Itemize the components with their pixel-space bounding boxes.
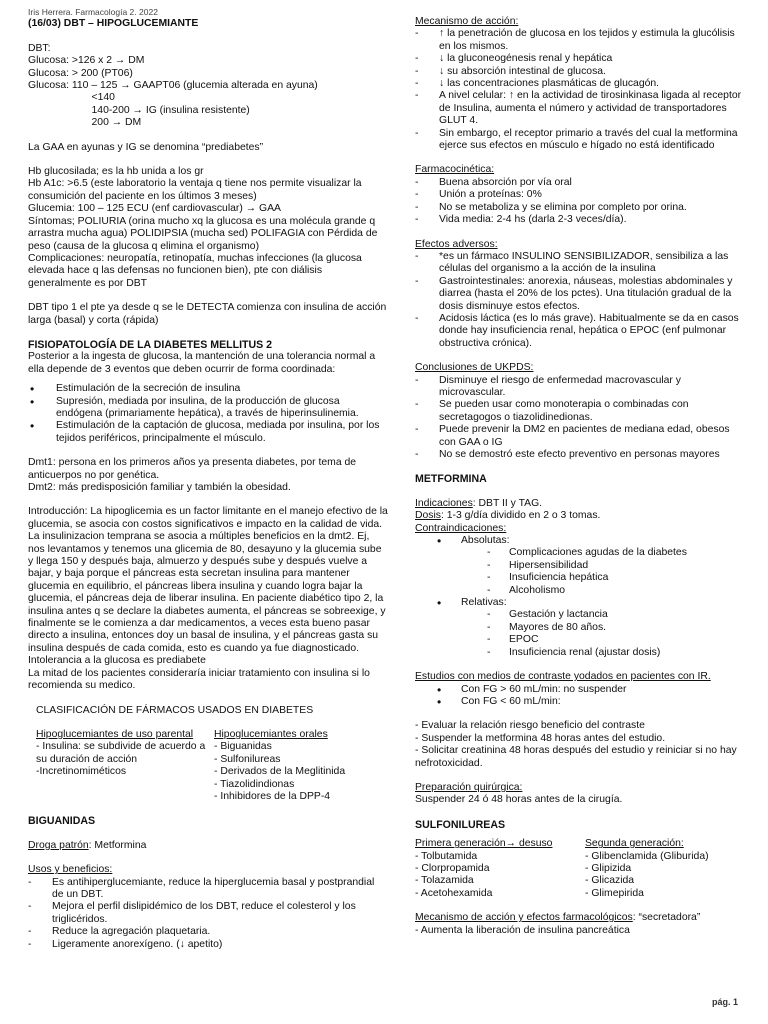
list-item: • Supresión, mediada por insulina, de la producción de glucosa endógena (primariamente hepática), a través de hiperinsulinemia. — [28, 396, 388, 421]
list-item: - Glibenclamida (Gliburida) — [585, 850, 709, 862]
list-item: • Con FG > 60 mL/min: no suspender — [415, 684, 745, 696]
usos-heading: Usos y beneficios: — [28, 864, 113, 876]
list-item: - Acidosis láctica (es lo más grave). Habitualmente se da en casos donde hay insuficiencia renal, hepática o EPOC (enf pulmonar obstructiva crónica). — [415, 313, 745, 350]
list-item: - Inhibidores de la DPP-4 — [214, 790, 331, 802]
preparacion-heading: Preparación quirúrgica: — [415, 781, 523, 793]
mecanismo-sulf-label: Mecanismo de acción y efectos farmacológicos — [415, 912, 633, 924]
farmacocinetica-list — [415, 177, 745, 227]
list-item: - Ligeramente anorexígeno. (↓ apetito) — [28, 939, 388, 951]
oral-heading: Hipoglucemiantes orales — [214, 728, 328, 740]
paragraph: La insulinizacion temprana se asocia a múltiples beneficios en la dmt2. Ej, nos levantamos y tenemos una glicemia de 80, desayuno y la glucemia sube y llega 150 y después baja, almuerzo y después sube y después vuelve a bajar, y baja porque el páncreas esta secretan insulina para mantener glucemia en equilibrio, el páncreas libera insulina y cuando logra bajar la glucemia, el páncreas deja de liberar insulina. En paciente diabético tipo 2, la insulina antes q se declare la diabetes aumenta, el páncreas se sobreexige, y finalmente se le comienza a dar medicamentos, a veces esta bueno pasar directo a insulina, entonces doy un basal de insulina, y el páncreas gasta su insulina después de cada comida, esto es cuando ya fue diagnosticado. Intolerancia a la glucosa es prediabete — [28, 531, 386, 667]
dbt-line: <140 — [28, 92, 115, 104]
parental-column — [28, 729, 214, 803]
dbt-line: DBT: — [28, 42, 51, 54]
hb-block — [28, 166, 388, 290]
dbt-line: Glucosa: 110 – 125 → GAAPT06 (glucemia alterada en ayuna) — [28, 80, 318, 92]
paragraph: Síntomas; POLIURIA (orina mucho xq la glucosa es una molécula grande q arrastra mucha agua) POLIDIPSIA (mucha sed) POLIFAGIA con Pérdida de peso (causa de la glucosa q elimina el organismo) — [28, 215, 378, 252]
list-item: - Sulfonilureas — [214, 753, 281, 765]
list-item: - Buena absorción por vía oral — [415, 177, 745, 189]
relativas-label: • Relativas: — [415, 597, 745, 609]
dbt-line: 200 → DM — [28, 117, 142, 129]
generaciones-table — [415, 838, 745, 900]
list-item: - A nivel celular: ↑ en la actividad de tirosinkinasa ligada al receptor de Insulina, aumenta el número y actividad de transportadores GLUT 4. — [415, 90, 745, 127]
biguanidas-heading: BIGUANIDAS — [28, 815, 96, 828]
list-item: - Tiazolidindionas — [214, 778, 295, 790]
list-item: - Biguanidas — [214, 741, 272, 753]
mecanismo-sulf-line — [415, 912, 745, 924]
estudios-lines — [415, 720, 745, 770]
list-item: - Glipizida — [585, 862, 632, 874]
list-item: - Suspender la metformina 48 horas antes del estudio. — [415, 732, 666, 744]
list-item: - Solicitar creatinina 48 horas después del estudio y reiniciar si no hay nefrotoxicidad. — [415, 745, 737, 769]
segunda-heading: Segunda generación: — [585, 838, 684, 850]
mecanismo-sulf-item: - Aumenta la liberación de insulina pancreática — [415, 924, 630, 936]
dosis-line — [415, 510, 745, 522]
list-item: - Derivados de la Meglitinida — [214, 766, 346, 778]
clasif-table — [28, 729, 388, 803]
primera-heading: Primera generación→ desuso — [415, 838, 553, 850]
list-item: - Es antihiperglucemiante, reduce la hiperglucemia basal y postprandial de un DBT. — [28, 877, 388, 902]
paragraph: Glucemia: 100 – 125 ECU (enf cardiovascular) → GAA — [28, 203, 281, 215]
gaa-note: La GAA en ayunas y IG se denomina “prediabetes” — [28, 141, 264, 153]
contraindicaciones-heading: Contraindicaciones: — [415, 522, 507, 534]
dbt-line: Glucosa: >126 x 2 → DM — [28, 55, 145, 67]
page-number: pág. 1 — [711, 996, 738, 1007]
preparacion-text: Suspender 24 ó 48 horas antes de la cirugía. — [415, 794, 623, 806]
list-item: - ↓ la gluconeogénesis renal y hepática — [415, 53, 745, 65]
dbt-intro — [28, 43, 388, 130]
list-item: - Se pueden usar como monoterapia o combinadas con secretagogos o tiazolidinedionas. — [415, 399, 745, 424]
ukpds-list — [415, 375, 745, 462]
ukpds-heading: Conclusiones de UKPDS: — [415, 362, 534, 374]
mecanismo-list — [415, 28, 745, 152]
oral-column — [214, 729, 374, 803]
list-item: - Acetohexamida — [415, 887, 493, 899]
paragraph: La mitad de los pacientes consideraría iniciar tratamiento con insulina si lo recomienda su medico. — [28, 667, 370, 692]
left-column — [28, 6, 388, 951]
indicaciones-line — [415, 498, 745, 510]
list-item: - Clorpropamida — [415, 862, 490, 874]
efectos-list — [415, 251, 745, 350]
absolutas-list — [415, 547, 745, 597]
list-item: - ↑ la penetración de glucosa en los tejidos y estimula la glucólisis en los mismos. — [415, 28, 745, 53]
right-column — [415, 16, 745, 937]
usos-list — [28, 877, 388, 951]
paragraph: Dmt2: más predisposición familiar y también la obesidad. — [28, 482, 291, 493]
list-item: -Incretinomiméticos — [36, 766, 127, 778]
droga-value: : Metformina — [88, 839, 147, 851]
list-item: - Glimepirida — [585, 887, 644, 899]
farmacocinetica-heading: Farmacocinética: — [415, 164, 495, 176]
list-item: - Hipersensibilidad — [415, 560, 745, 572]
dmt-block — [28, 457, 388, 494]
paragraph: Hb glucosilada; es la hb unida a los gr — [28, 166, 204, 178]
list-item: - EPOC — [415, 634, 745, 646]
author-header: Iris Herrera. Farmacología 2. 2022 — [28, 7, 158, 17]
list-item: - ↓ su absorción intestinal de glucosa. — [415, 66, 745, 78]
segunda-column — [585, 838, 743, 900]
mecanismo-heading: Mecanismo de acción: — [415, 16, 519, 27]
intro-block — [28, 506, 388, 692]
list-item: - Insuficiencia hepática — [415, 572, 745, 584]
list-item: - Tolbutamida — [415, 850, 478, 862]
fisio-intro: Posterior a la ingesta de glucosa, la mantención de una tolerancia normal a ella depende de 3 eventos que deben ocurrir de forma coordinada: — [28, 351, 376, 375]
list-item: - No se metaboliza y se elimina por completo por orina. — [415, 202, 745, 214]
fisio-list — [28, 383, 388, 445]
list-item: - Insulina: se subdivide de acuerdo a su duración de acción — [36, 741, 206, 765]
list-item: - Puede prevenir la DM2 en pacientes de mediana edad, obesos con GAA o IG — [415, 424, 745, 449]
list-item: - Mejora el perfil dislipidémico de los DBT, reduce el colesterol y los triglicéridos. — [28, 901, 388, 926]
list-item: - Gastrointestinales: anorexia, náuseas, molestias abdominales y diarrea (hasta el 20% de los pctes). Una titulación gradual de la dosis disminuye estos efectos. — [415, 276, 745, 313]
parental-heading: Hipoglucemiantes de uso parental — [36, 728, 194, 740]
droga-label: Droga patrón — [28, 839, 89, 851]
list-item: - Complicaciones agudas de la diabetes — [415, 547, 745, 559]
estudios-heading: Estudios con medios de contraste yodados en pacientes con IR. — [415, 671, 711, 683]
paragraph: Hb A1c: >6.5 (este laboratorio la ventaja q tiene nos permite visualizar la consumición del paciente en los últimos 3 meses) — [28, 178, 362, 202]
list-item: • Estimulación de la secreción de insulina — [28, 383, 388, 395]
list-item: - *es un fármaco INSULINO SENSIBILIZADOR, sensibiliza a las células del organismo a la acción de la insulina — [415, 251, 745, 276]
paragraph: Complicaciones: neuropatía, retinopatía, muchas infecciones (la glucosa elevada hace q las defensas no funcionen bien), pte con diálisis generalmente es por DBT — [28, 252, 362, 289]
list-item: • Estimulación de la captación de glucosa, mediada por insulina, por los tejidos periféricos, principalmente el músculo. — [28, 420, 388, 445]
list-item: - Sin embargo, el receptor primario a través del cual la metformina ejerce sus efectos en músculo e hígado no está identificado — [415, 128, 745, 153]
primera-column — [415, 838, 585, 900]
absolutas-label: • Absolutas: — [415, 535, 745, 547]
list-item: - Vida media: 2-4 hs (darla 2-3 veces/día). — [415, 214, 745, 226]
efectos-heading: Efectos adversos: — [415, 238, 498, 250]
list-item: - ↓ las concentraciones plasmáticas de glucagón. — [415, 78, 745, 90]
list-item: - Tolazamida — [415, 875, 474, 887]
list-item: • Con FG < 60 mL/min: — [415, 696, 745, 708]
relativas-list — [415, 609, 745, 659]
metformina-heading: METFORMINA — [415, 473, 487, 486]
paragraph: Dmt1: persona en los primeros años ya presenta diabetes, por tema de anticuerpos no por genética. — [28, 457, 357, 481]
dosis-value: : 1-3 g/día dividido en 2 o 3 tomas. — [440, 510, 601, 522]
list-item: - Glicazida — [585, 875, 635, 887]
droga-line — [28, 840, 388, 852]
list-item: - Unión a proteínas: 0% — [415, 189, 745, 201]
dosis-label: Dosis — [415, 510, 441, 522]
tipo1-paragraph: DBT tipo 1 el pte ya desde q se le DETECTA comienza con insulina de acción larga (basal) y corta (rápida) — [28, 302, 387, 326]
indicaciones-label: Indicaciones — [415, 497, 473, 509]
list-item: - No se demostró este efecto preventivo en personas mayores — [415, 449, 745, 461]
list-item: - Alcoholismo — [415, 585, 745, 597]
list-item: - Disminuye el riesgo de enfermedad macrovascular y microvascular. — [415, 375, 745, 400]
estudios-bullets — [415, 684, 745, 709]
dbt-line: Glucosa: > 200 (PT06) — [28, 67, 133, 79]
sulfonilureas-heading: SULFONILUREAS — [415, 818, 506, 831]
list-item: - Evaluar la relación riesgo beneficio del contraste — [415, 720, 645, 732]
indicaciones-value: : DBT II y TAG. — [472, 497, 543, 509]
mecanismo-sulf-value: : “secretadora” — [632, 912, 701, 924]
fisio-heading: FISIOPATOLOGÍA DE LA DIABETES MELLITUS 2 — [28, 338, 273, 351]
dbt-line: 140-200 → IG (insulina resistente) — [28, 104, 250, 116]
paragraph: Introducción: La hipoglicemia es un factor limitante en el manejo efectivo de la glucemia, se asocia con costos significativos e impacto en la calidad de vida. — [28, 506, 388, 530]
list-item: - Insuficiencia renal (ajustar dosis) — [415, 647, 745, 659]
list-item: - Mayores de 80 años. — [415, 622, 745, 634]
page-title: (16/03) DBT – HIPOGLUCEMIANTE — [28, 18, 199, 30]
list-item: - Reduce la agregación plaquetaria. — [28, 926, 388, 938]
clasif-heading: CLASIFICACIÓN DE FÁRMACOS USADOS EN DIABETES — [36, 704, 314, 716]
list-item: - Gestación y lactancia — [415, 609, 745, 621]
